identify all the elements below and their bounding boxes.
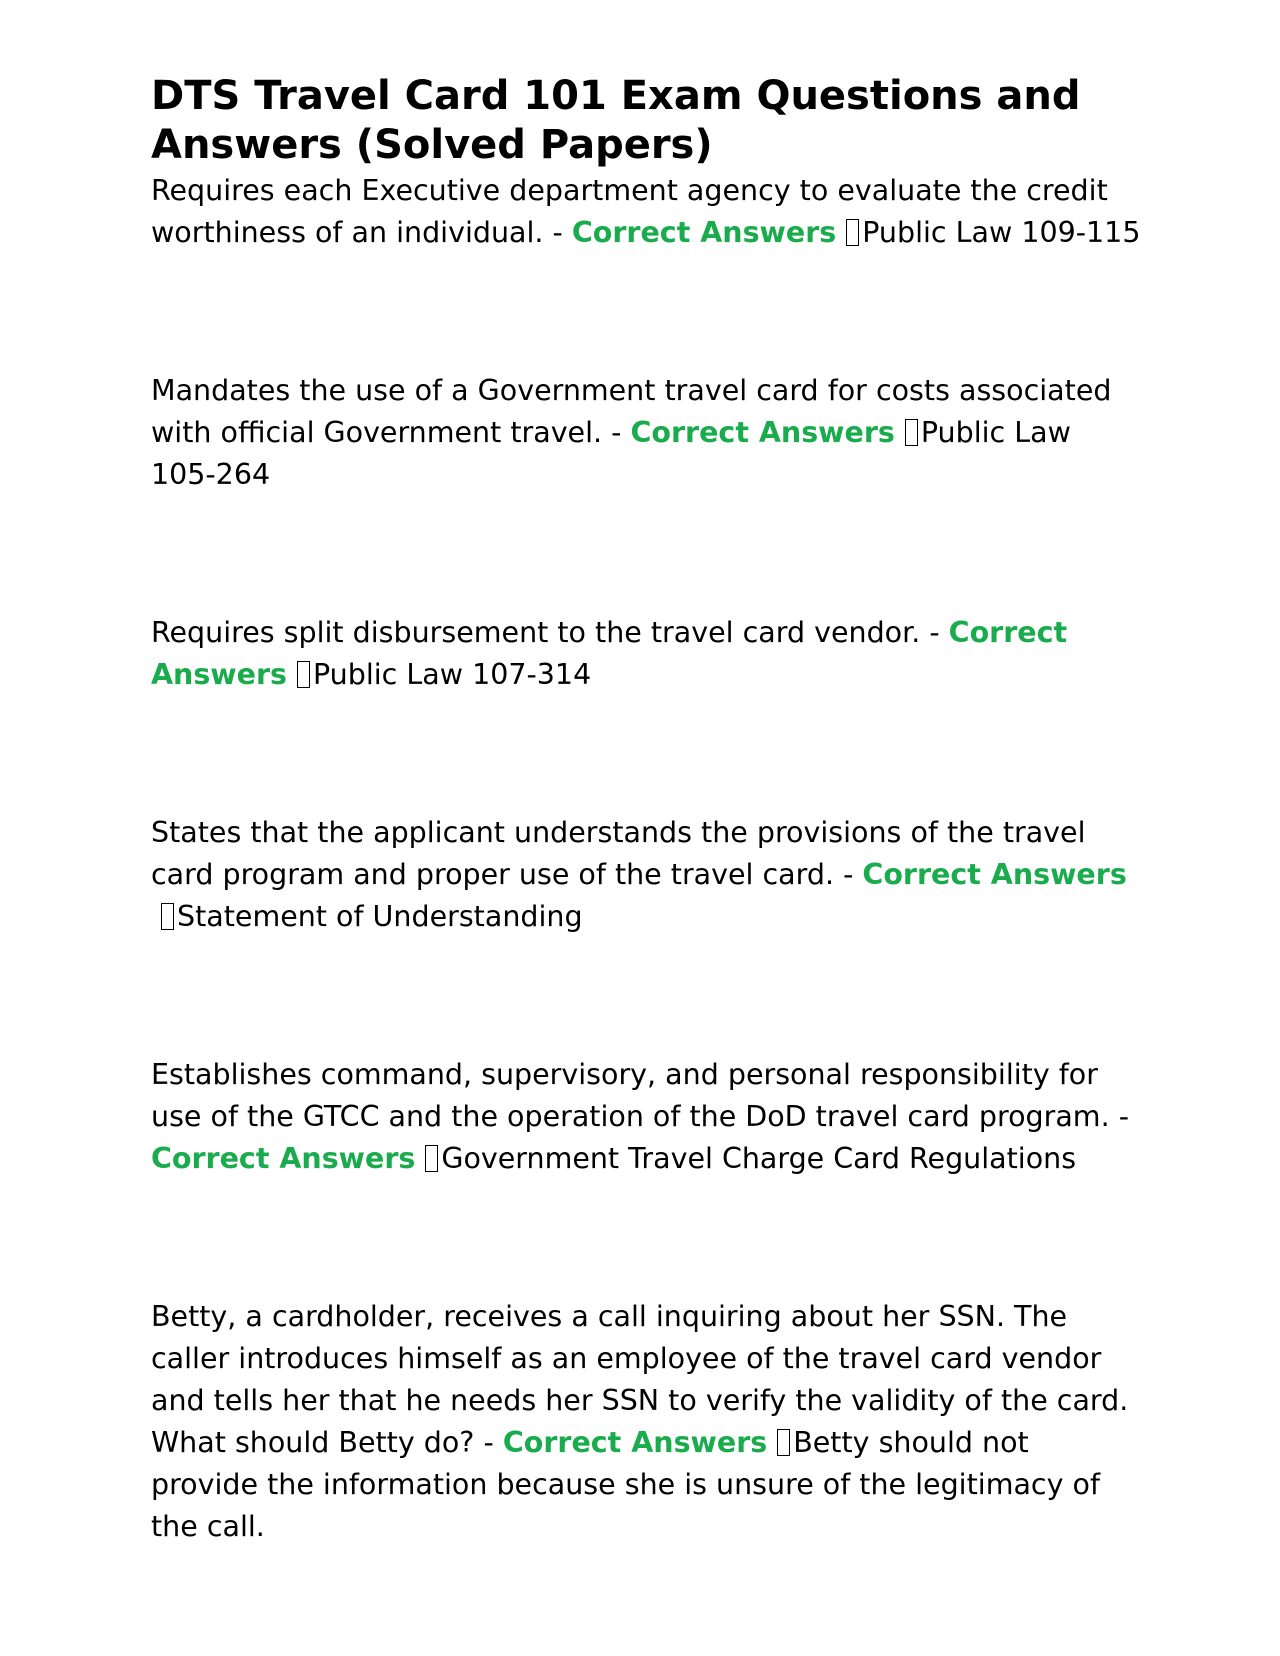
- question-text: Requires each Executive department agency to evaluate the credit worthiness of an individual. -: [151, 174, 1108, 249]
- correct-answers-label: Correct Answers: [151, 616, 1068, 691]
- missing-glyph-icon: [777, 1429, 790, 1456]
- missing-glyph-icon: [297, 661, 310, 688]
- missing-glyph-icon: [425, 1145, 438, 1172]
- qa-item: [151, 1296, 1141, 1548]
- correct-answers-label: Correct Answers: [151, 1142, 416, 1175]
- question-text: Betty, a cardholder, receives a call inquiring about her SSN. The caller introduces himself as an employee of the travel card vendor and tells her that he needs her SSN to verify the validity of the card. What should Betty do? -: [151, 1300, 1129, 1459]
- question-text: Mandates the use of a Government travel card for costs associated with official Government travel. -: [151, 374, 1112, 449]
- qa-list: [151, 170, 1141, 1548]
- qa-item: [151, 812, 1141, 938]
- missing-glyph-icon: [161, 903, 174, 930]
- answer-text: Public Law 109-115: [862, 216, 1141, 249]
- missing-glyph-icon: [905, 419, 918, 446]
- question-text: Establishes command, supervisory, and personal responsibility for use of the GTCC and the operation of the DoD travel card program. -: [151, 1058, 1129, 1133]
- qa-item: [151, 370, 1141, 496]
- correct-answers-label: Correct Answers: [502, 1426, 768, 1459]
- qa-item: [151, 1054, 1141, 1180]
- document-page: [151, 72, 1141, 1548]
- question-text: States that the applicant understands the provisions of the travel card program and proper use of the travel card. -: [151, 816, 1086, 891]
- correct-answers-label: Correct Answers: [862, 858, 1127, 891]
- qa-item: [151, 170, 1141, 254]
- qa-item: [151, 612, 1141, 696]
- answer-text: Public Law 107-314: [313, 658, 592, 691]
- answer-text: Betty should not provide the information because she is unsure of the legitimacy of the call.: [151, 1426, 1100, 1543]
- answer-text: Public Law 105-264: [151, 416, 1071, 491]
- missing-glyph-icon: [846, 219, 859, 246]
- page-title: DTS Travel Card 101 Exam Questions and Answers (Solved Papers): [151, 73, 1081, 168]
- answer-text: Statement of Understanding: [177, 900, 583, 933]
- question-text: Requires split disbursement to the travel card vendor. -: [151, 616, 949, 649]
- answer-text: Government Travel Charge Card Regulations: [441, 1142, 1077, 1175]
- correct-answers-label: Correct Answers: [571, 216, 837, 249]
- correct-answers-label: Correct Answers: [630, 416, 895, 449]
